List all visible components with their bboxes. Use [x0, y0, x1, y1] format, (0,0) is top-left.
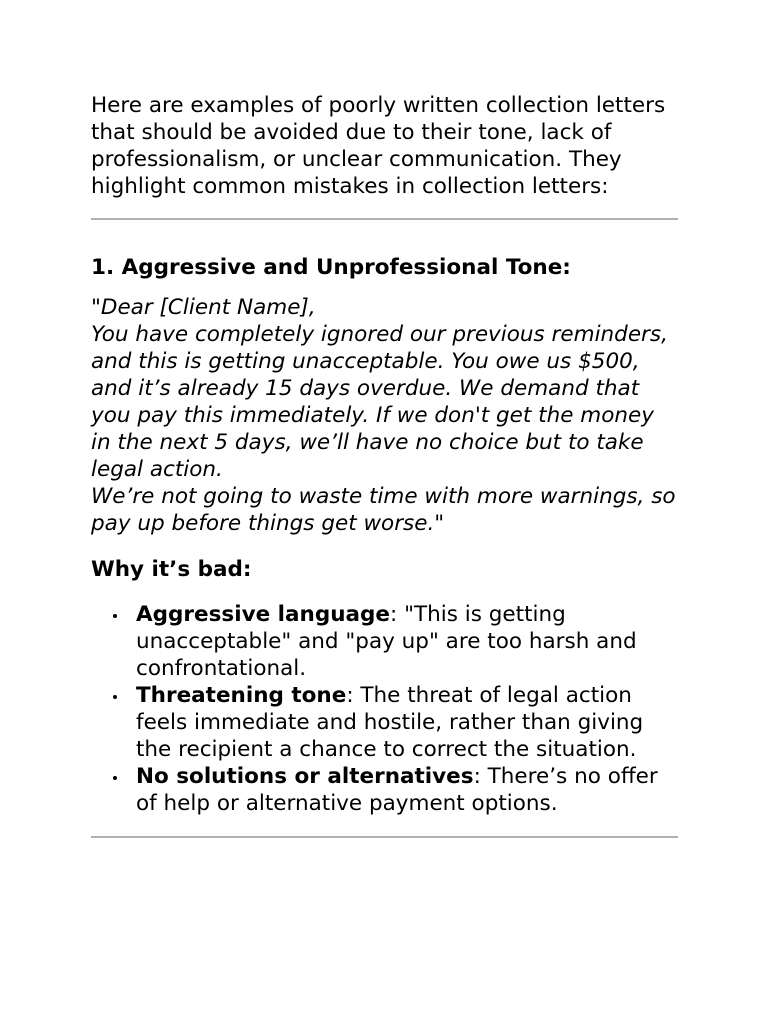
reason-text: : "This is getting unacceptable" and "pay up" are too harsh and confrontational. — [136, 602, 637, 681]
section-divider-bottom — [91, 836, 678, 838]
letter-body: You have completely ignored our previous reminders, and this is getting unacceptable. You owe us $500, and it’s already 15 days overdue. We demand that you pay this immediately. If we don't get the money in the next 5 days, we’ll have no choice but to take legal action. — [91, 322, 668, 482]
section-divider-top — [91, 218, 678, 220]
intro-paragraph: Here are examples of poorly written collection letters that should be avoided due to their tone, lack of professionalism, or unclear communication. They highlight common mistakes in collection letters: — [91, 93, 666, 199]
letter-salutation: "Dear [Client Name], — [91, 295, 316, 320]
list-item — [136, 682, 678, 763]
reason-term: Aggressive language — [136, 602, 391, 627]
list-item — [136, 763, 678, 817]
section-heading-aggressive-tone: 1. Aggressive and Unprofessional Tone: — [91, 255, 571, 280]
letter-closing: We’re not going to waste time with more warnings, so pay up before things get worse." — [91, 484, 676, 536]
example-letter — [91, 294, 678, 537]
reason-text: : There’s no offer of help or alternative payment options. — [136, 764, 658, 816]
reason-term: Threatening tone — [136, 683, 347, 708]
reasons-list — [91, 601, 678, 817]
reason-text: : The threat of legal action feels immediate and hostile, rather than giving the recipient a chance to correct the situation. — [136, 683, 644, 762]
list-item — [136, 601, 678, 682]
reason-term: No solutions or alternatives — [136, 764, 474, 789]
why-bad-heading: Why it’s bad: — [91, 557, 252, 582]
